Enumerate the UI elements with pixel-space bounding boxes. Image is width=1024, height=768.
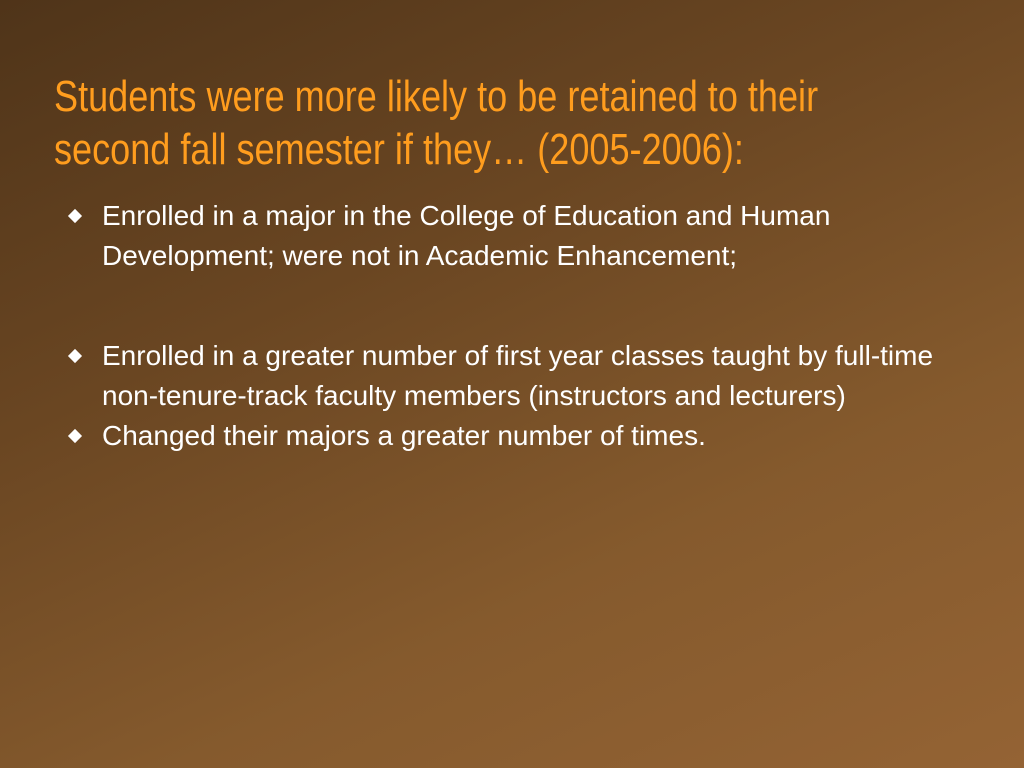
bullet-item <box>64 336 944 416</box>
bullet-item <box>64 416 944 456</box>
diamond-bullet-icon <box>68 349 82 363</box>
slide-title <box>54 70 825 176</box>
bullet-item <box>64 196 944 276</box>
slide-title-line-2: second fall semester if they… (2005-2006): <box>54 125 744 174</box>
bullet-list <box>64 196 944 456</box>
slide-title-line-1: Students were more likely to be retained to their <box>54 72 819 121</box>
diamond-bullet-icon <box>68 429 82 443</box>
bullet-text: Enrolled in a major in the College of Education and Human Development; were not in Academic Enhancement; <box>102 200 831 271</box>
diamond-bullet-icon <box>68 209 82 223</box>
bullet-text: Changed their majors a greater number of times. <box>102 420 706 451</box>
bullet-text: Enrolled in a greater number of first year classes taught by full-time non-tenure-track faculty members (instructors and lecturers) <box>102 340 934 411</box>
